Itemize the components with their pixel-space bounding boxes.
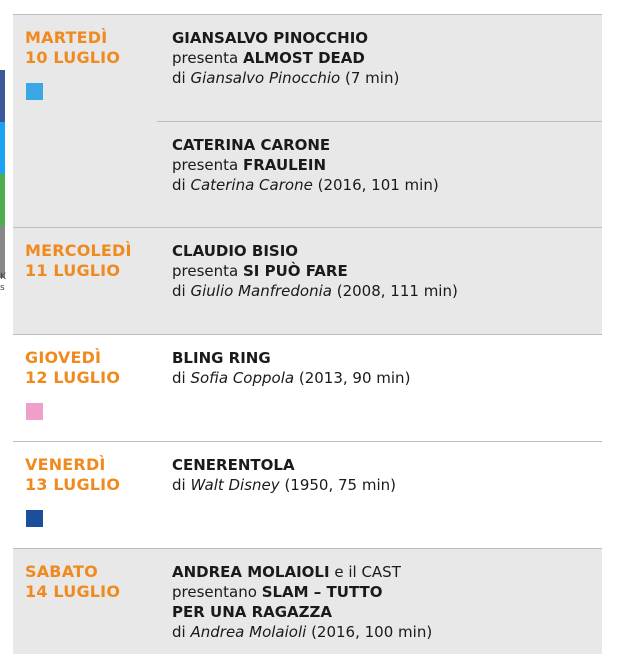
film-title-continued: PER UNA RAGAZZA <box>172 603 333 621</box>
schedule-row-tuesday <box>13 14 602 227</box>
screening-entry <box>13 15 602 121</box>
schedule-row-saturday <box>13 548 602 654</box>
screening-info: GIANSALVO PINOCCHIO presenta ALMOST DEAD di Giansalvo Pinocchio (7 min) <box>172 29 400 87</box>
director: Giansalvo Pinocchio <box>190 69 341 87</box>
screening-entry <box>157 121 602 227</box>
day-label: MARTEDÌ 10 LUGLIO <box>25 28 121 67</box>
screening-info: CATERINA CARONE presenta FRAULEIN di Caterina Carone (2016, 101 min) <box>172 136 439 194</box>
social-share-bar <box>0 70 5 278</box>
day-label: MERCOLEDÌ 11 LUGLIO <box>25 241 132 280</box>
film-title: FRAULEIN <box>243 156 327 174</box>
screening-entry <box>13 335 602 441</box>
film-title: BLING RING <box>172 349 271 367</box>
director: Caterina Carone <box>190 176 313 194</box>
director: Giulio Manfredonia <box>190 282 332 300</box>
day-label: SABATO 14 LUGLIO <box>25 562 121 601</box>
schedule-row-wednesday <box>13 227 602 334</box>
screening-info: ANDREA MOLAIOLI e il CAST presentano SLAM – TUTTO PER UNA RAGAZZA di Andrea Molaioli (2016, 100 min) <box>172 563 433 641</box>
director: Sofia Coppola <box>190 369 295 387</box>
screening-info: CENERENTOLA di Walt Disney (1950, 75 min) <box>172 456 396 494</box>
screening-info: BLING RING di Sofia Coppola (2013, 90 min) <box>172 349 411 387</box>
whatsapp-share-button[interactable] <box>0 174 5 226</box>
schedule-table <box>13 14 602 654</box>
day-label: GIOVEDÌ 12 LUGLIO <box>25 348 121 387</box>
email-share-button[interactable] <box>0 226 5 278</box>
day-label: VENERDÌ 13 LUGLIO <box>25 455 121 494</box>
director: Walt Disney <box>190 476 280 494</box>
facebook-share-button[interactable] <box>0 70 5 122</box>
screening-entry <box>13 228 602 334</box>
schedule-row-friday <box>13 441 602 548</box>
schedule-row-thursday <box>13 334 602 441</box>
screening-entry <box>13 442 602 548</box>
social-caption: K s <box>0 272 6 293</box>
twitter-share-button[interactable] <box>0 122 5 174</box>
screening-info: CLAUDIO BISIO presenta SI PUÒ FARE di Giulio Manfredonia (2008, 111 min) <box>172 242 458 300</box>
director: Andrea Molaioli <box>190 623 307 641</box>
film-title: ALMOST DEAD <box>243 49 365 67</box>
film-title: SI PUÒ FARE <box>243 262 348 280</box>
film-title: SLAM – TUTTO <box>261 583 383 601</box>
film-title: CENERENTOLA <box>172 456 295 474</box>
screening-entry <box>13 549 602 654</box>
